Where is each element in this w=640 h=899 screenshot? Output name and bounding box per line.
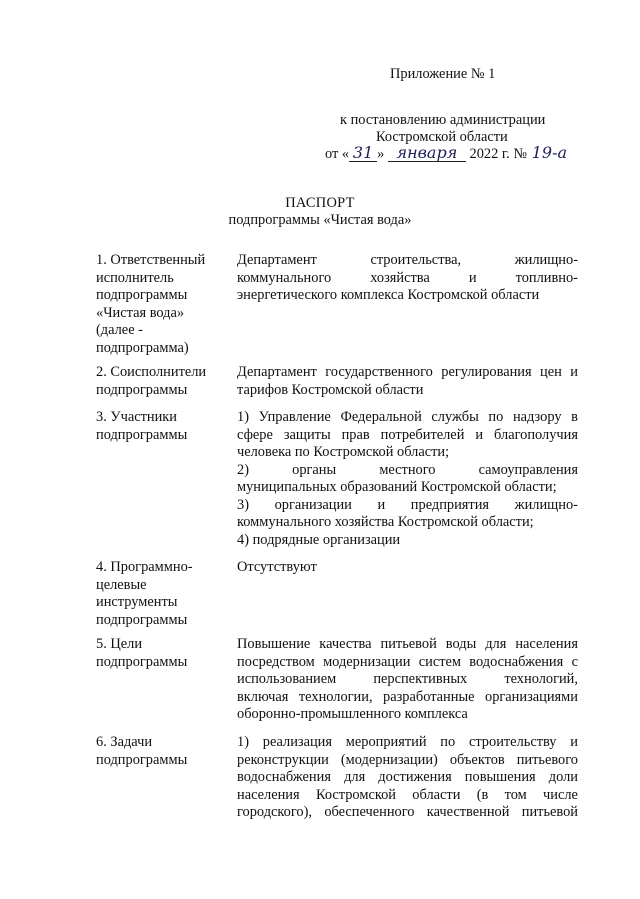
value-line: сфере защиты прав потребителей и благополучия <box>237 426 578 443</box>
appendix-heading: Приложение № 1 <box>390 66 496 82</box>
value-line: энергетического комплекса Костромской области <box>237 287 540 303</box>
row-value <box>237 559 578 577</box>
label-line: подпрограмма) <box>96 339 189 356</box>
decree-reference: к постановлению администрации <box>340 112 546 128</box>
value-line: оборонно-промышленного комплекса <box>237 706 468 722</box>
handwritten-day: 31 <box>349 145 377 162</box>
row-value <box>237 364 578 399</box>
label-line: подпрограммы <box>96 426 188 443</box>
row-label <box>96 364 214 399</box>
value-line: 3) организации и предприятия жилищно- <box>237 496 578 513</box>
label-line: подпрограммы <box>96 381 188 398</box>
label-line: 6. Задачи <box>96 734 153 750</box>
value-line: коммунального хозяйства Костромской области; <box>237 514 534 530</box>
value-line: муниципальных образований Костромской области; <box>237 479 557 495</box>
row-value <box>237 734 578 822</box>
value-line: водоснабжения для достижения повышения доли <box>237 769 578 785</box>
value-line: Департамент государственного регулирования цен и <box>237 364 578 380</box>
label-line: исполнитель <box>96 269 174 286</box>
region-name: Костромской области <box>376 129 508 145</box>
value-line: населения Костромской области (в том числе <box>237 786 578 803</box>
label-line: целевые <box>96 576 147 593</box>
date-prefix: от « <box>325 146 350 162</box>
row-value <box>237 252 578 305</box>
row-label <box>96 734 214 769</box>
value-line: посредством модернизации систем водоснабжения с <box>237 653 578 670</box>
date-year-part: 2022 г. № <box>469 146 528 162</box>
label-line: инструменты <box>96 594 178 610</box>
value-line: тарифов Костромской области <box>237 381 424 398</box>
decree-date-line <box>325 145 577 163</box>
row-value <box>237 409 578 549</box>
label-line: подпрограммы <box>96 751 188 768</box>
value-line: городского), обеспеченного качественной питьевой <box>237 804 578 820</box>
value-line: Отсутствуют <box>237 559 317 575</box>
label-line: 3. Участники <box>96 409 177 425</box>
value-line: Департамент строительства, жилищно- <box>237 252 578 268</box>
row-label <box>96 636 214 671</box>
row-label <box>96 559 214 629</box>
row-value <box>237 636 578 724</box>
label-line: подпрограммы <box>96 611 188 628</box>
value-line: коммунального хозяйства и топливно- <box>237 269 578 286</box>
value-line: включая технологии, разработанные организациями <box>237 688 578 705</box>
label-line: 4. Программно- <box>96 559 193 575</box>
value-line: 4) подрядные организации <box>237 531 401 548</box>
label-line: (далее - <box>96 322 143 338</box>
value-line: использованием перспективных технологий, <box>237 671 578 687</box>
document-title: ПАСПОРТ <box>285 195 355 211</box>
label-line: 5. Цели <box>96 636 143 652</box>
value-line: 1) реализация мероприятий по строительству и <box>237 734 578 750</box>
date-quote-close: » <box>377 146 385 162</box>
value-line: Повышение качества питьевой воды для населения <box>237 636 578 652</box>
document-subtitle: подпрограммы «Чистая вода» <box>228 212 412 228</box>
label-line: подпрограммы <box>96 653 188 670</box>
label-line: 2. Соисполнители <box>96 364 207 380</box>
label-line: подпрограммы <box>96 287 188 303</box>
label-line: «Чистая вода» <box>96 304 185 321</box>
handwritten-month: января <box>388 145 466 162</box>
handwritten-number: 19-а <box>531 143 568 162</box>
value-line: человека по Костромской области; <box>237 444 450 460</box>
value-line: 2) органы местного самоуправления <box>237 461 578 478</box>
label-line: 1. Ответственный <box>96 252 206 268</box>
value-line: реконструкции (модернизации) объектов питьевого <box>237 751 578 768</box>
row-label <box>96 409 214 444</box>
row-label <box>96 252 214 357</box>
value-line: 1) Управление Федеральной службы по надзору в <box>237 409 578 425</box>
